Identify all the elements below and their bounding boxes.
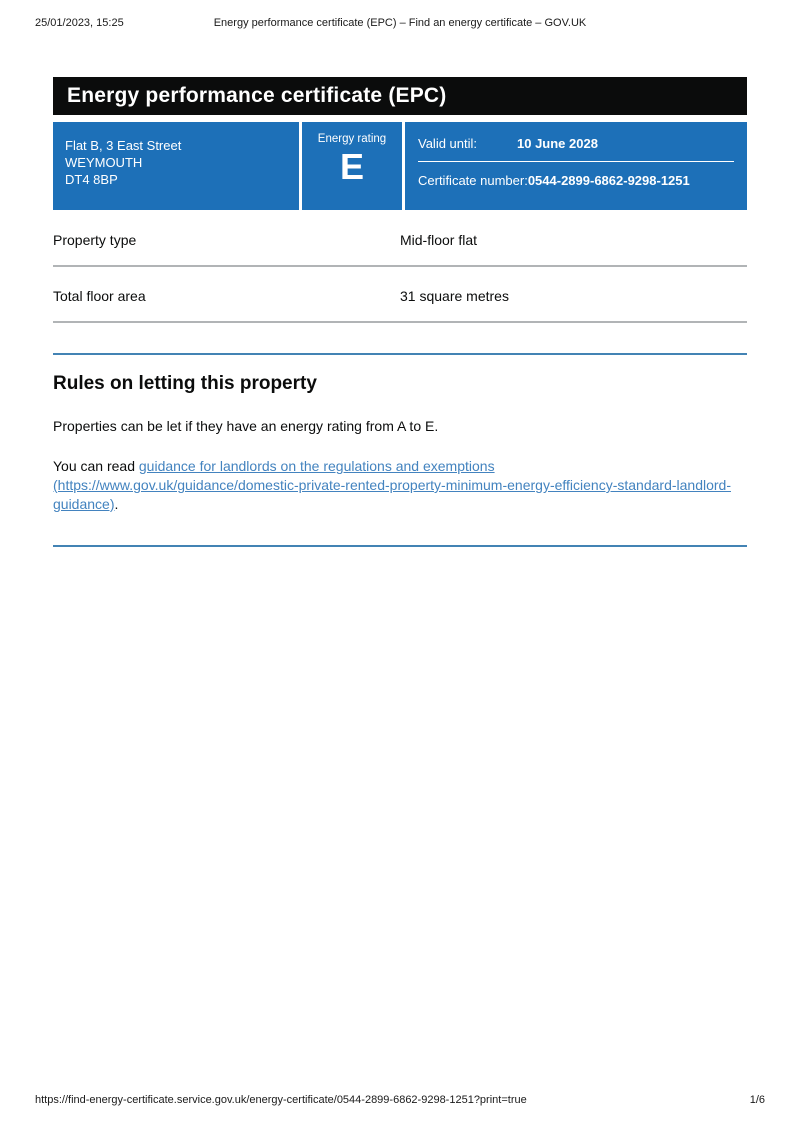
landlord-guidance-link[interactable] (53, 458, 731, 512)
table-row (53, 267, 747, 323)
validity-divider (418, 161, 734, 162)
guidance-paragraph-suffix: . (114, 496, 119, 512)
energy-rating-value: E (339, 146, 364, 187)
energy-rating-box (302, 122, 402, 210)
rules-section-heading: Rules on letting this property (53, 373, 317, 394)
validity-box (405, 122, 747, 210)
certificate-content (53, 77, 747, 547)
certificate-summary-boxes (53, 122, 747, 210)
valid-until-row (418, 136, 734, 151)
guidance-link-line-2: (https://www.gov.uk/guidance/domestic-private-rented-property-minimum-energy-efficiency-standard-landlord- (53, 477, 731, 493)
guidance-paragraph-prefix: You can read (53, 458, 139, 474)
energy-rating-label: Energy rating (317, 133, 387, 145)
address-line-2: WEYMOUTH (65, 155, 143, 170)
guidance-paragraph (53, 457, 747, 514)
page-number: 1/6 (749, 1094, 765, 1106)
valid-until-label: Valid until: (418, 136, 478, 151)
browser-print-header (0, 17, 800, 33)
table-row (53, 211, 747, 267)
rules-paragraph: Properties can be let if they have an energy rating from A to E. (53, 418, 439, 434)
property-address-box (53, 122, 299, 210)
section-divider (53, 353, 747, 355)
property-type-label: Property type (53, 232, 137, 248)
page-title: Energy performance certificate (EPC) (67, 84, 447, 107)
address-line-3: DT4 8BP (65, 172, 118, 187)
certificate-number-label: Certificate number: (418, 173, 528, 188)
certificate-number-value: 0544-2899-6862-9298-1251 (527, 173, 690, 188)
total-floor-area-label: Total floor area (53, 288, 146, 304)
address-line-1: Flat B, 3 East Street (65, 138, 182, 153)
guidance-link-line-1: guidance for landlords on the regulations and exemptions (138, 458, 495, 474)
total-floor-area-value: 31 square metres (400, 288, 509, 304)
valid-until-value: 10 June 2028 (517, 136, 598, 151)
browser-print-footer (35, 1094, 765, 1106)
print-url: https://find-energy-certificate.service.gov.uk/energy-certificate/0544-2899-6862-9298-1251?print=true (35, 1094, 527, 1106)
guidance-link-line-3: guidance) (53, 496, 115, 512)
property-type-value: Mid-floor flat (400, 232, 478, 248)
print-document-title: Energy performance certificate (EPC) – Find an energy certificate – GOV.UK (213, 17, 587, 29)
section-divider (53, 545, 747, 547)
print-datetime: 25/01/2023, 15:25 (35, 17, 124, 29)
epc-title-banner (53, 77, 747, 115)
property-details-table (53, 211, 747, 323)
certificate-number-row (418, 173, 734, 188)
